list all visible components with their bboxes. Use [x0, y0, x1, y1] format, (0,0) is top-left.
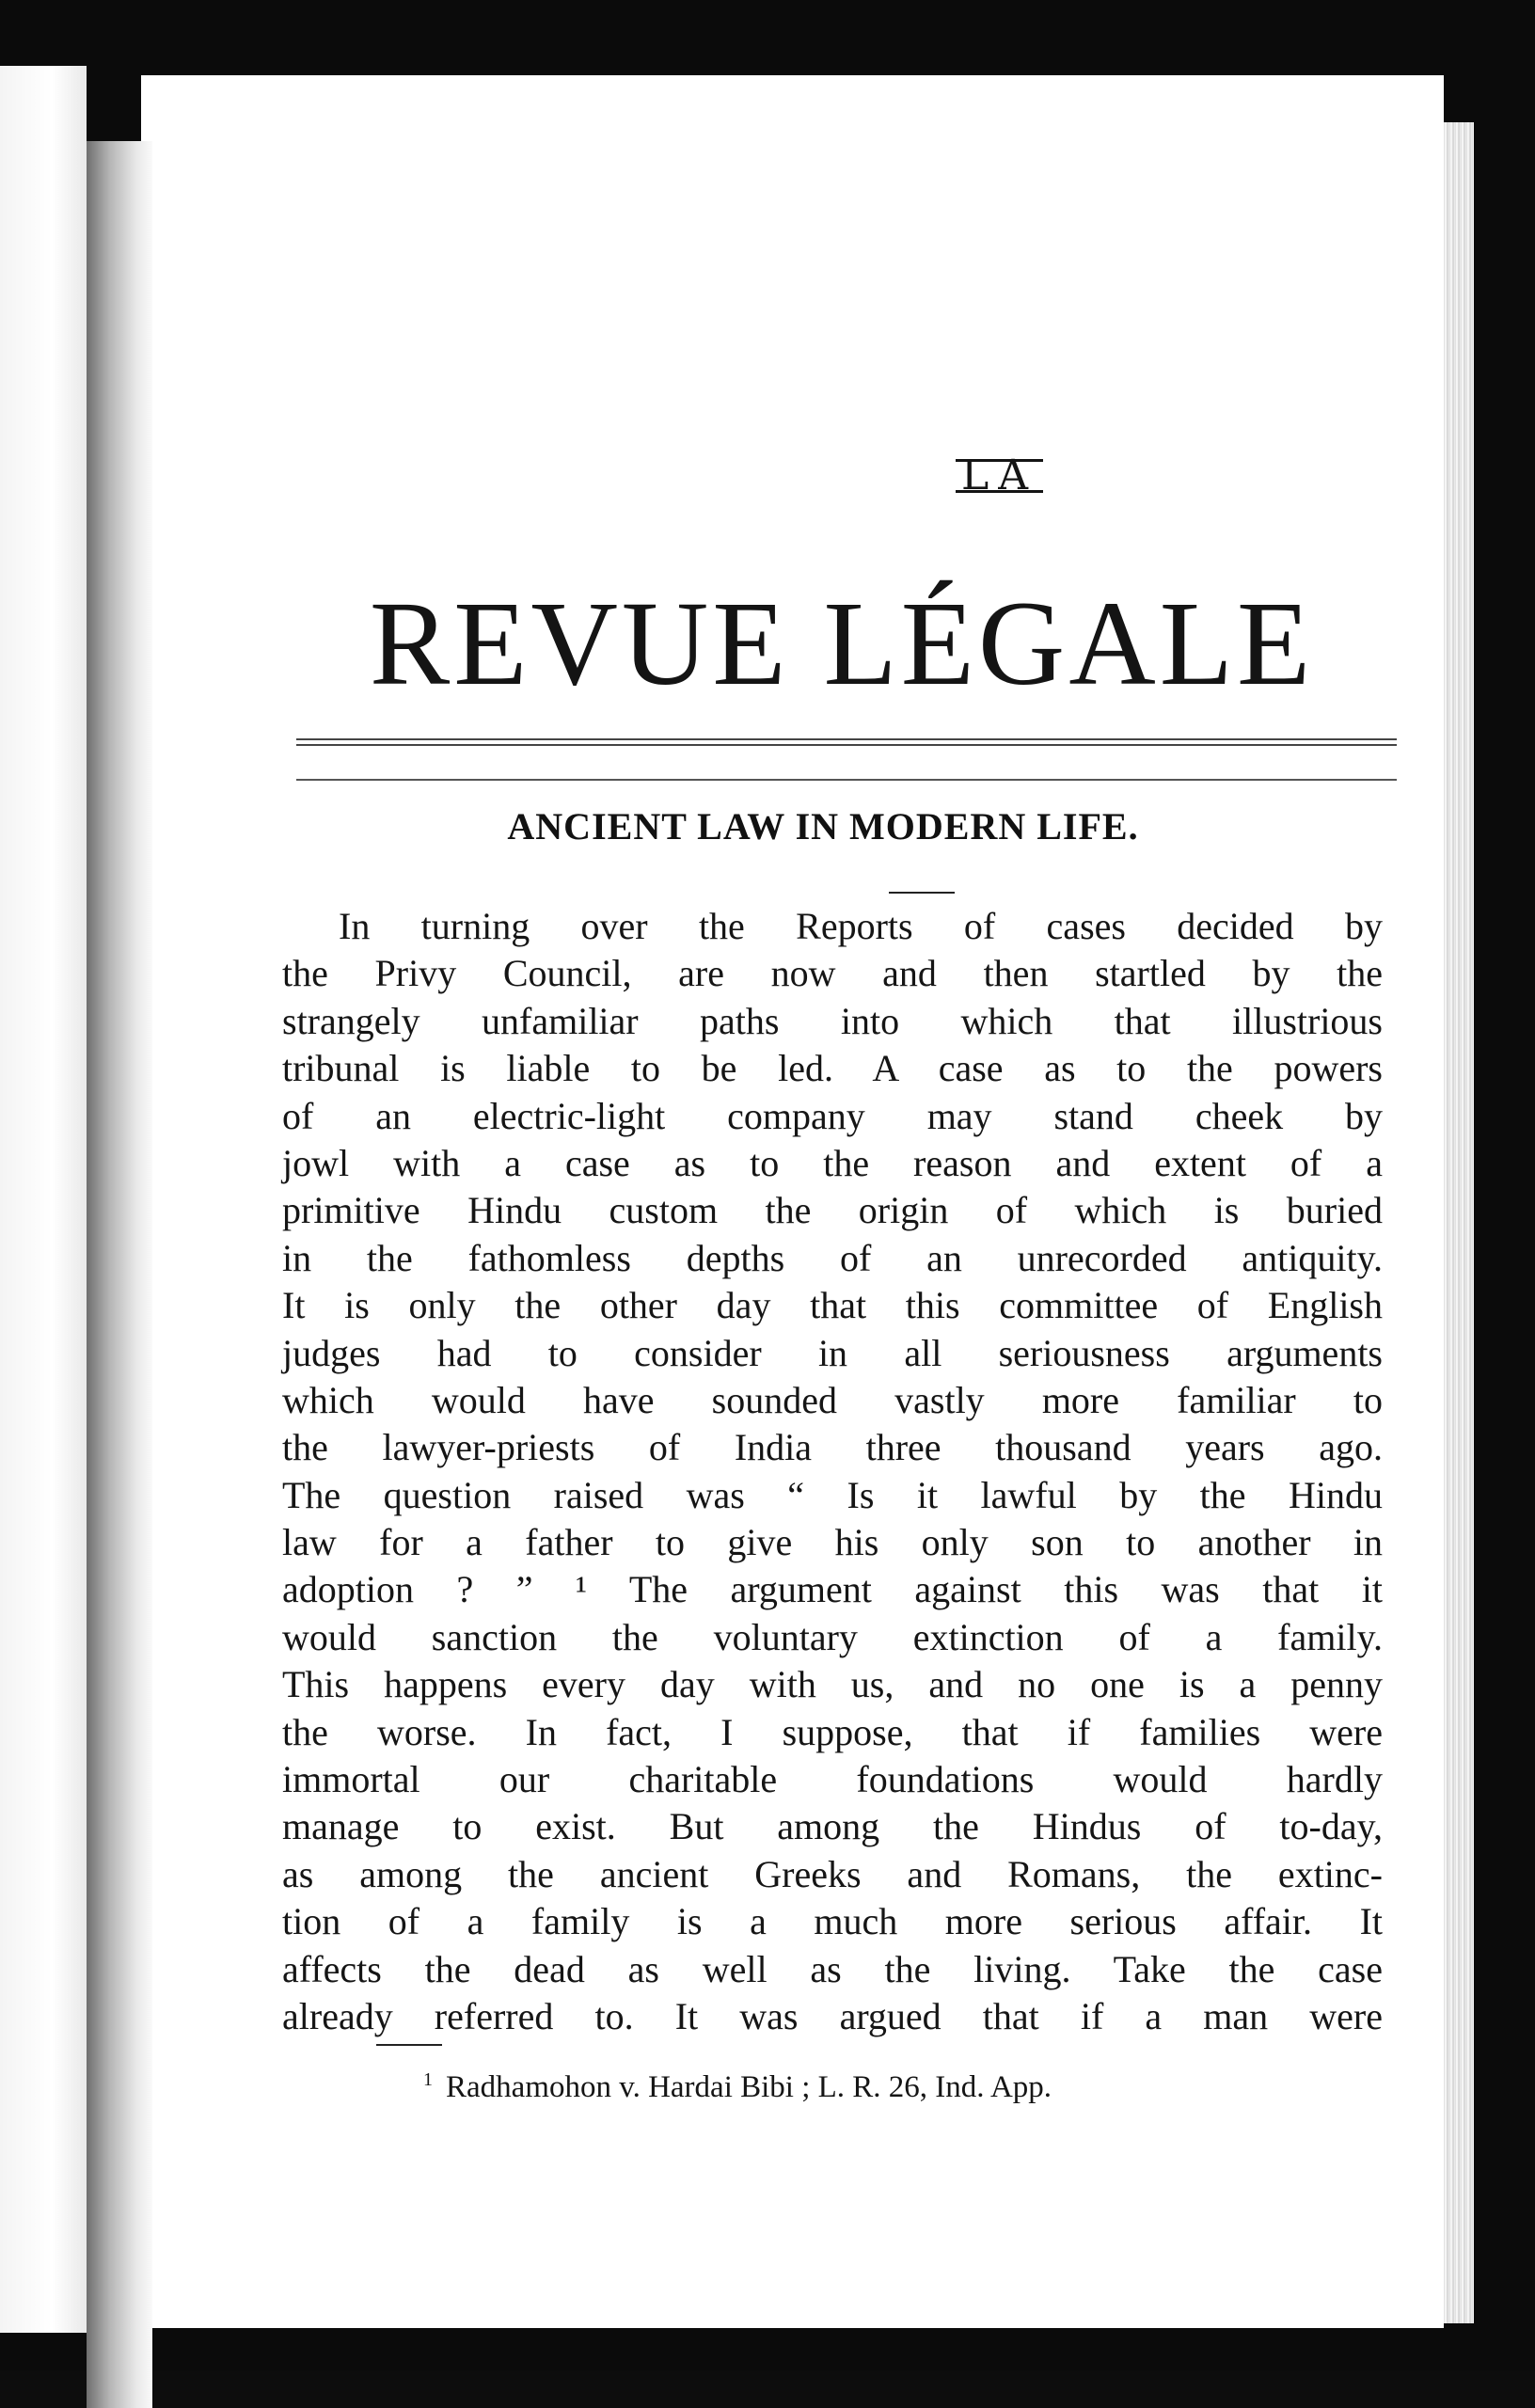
body-line: In turning over the Reports of cases decided by [339, 905, 1383, 947]
body-line: judges had to consider in all seriousness arguments [282, 1331, 1383, 1374]
header-la-text: LA [956, 459, 1043, 493]
body-line: affects the dead as well as the living. Take the case [282, 1947, 1383, 1990]
body-line: jowl with a case as to the reason and extent of a [282, 1141, 1383, 1184]
body-line: would sanction the voluntary extinction of a family. [282, 1615, 1383, 1658]
masthead: REVUE LÉGALE [369, 577, 1315, 710]
body-line: primitive Hindu custom the origin of which is buried [282, 1189, 1383, 1232]
body-line: law for a father to give his only son to another in [282, 1521, 1383, 1564]
body-line: of an electric-light company may stand cheek by [282, 1094, 1383, 1137]
body-line: The question raised was “ Is it lawful by the Hindu [282, 1473, 1383, 1516]
body-line: in the fathomless depths of an unrecorded antiquity. [282, 1236, 1383, 1279]
article-body [282, 903, 1383, 2040]
footnote-text: Radhamohon v. Hardai Bibi ; L. R. 26, Ind. App. [446, 2070, 1052, 2104]
body-line: immortal our charitable foundations would hardly [282, 1758, 1383, 1801]
article-title: ANCIENT LAW IN MODERN LIFE. [507, 805, 1139, 848]
title-rule [889, 892, 955, 894]
footnote-marker: 1 [423, 2069, 433, 2090]
body-line: the Privy Council, are now and then startled by the [282, 952, 1383, 995]
masthead-rule-double [296, 738, 1397, 746]
page [141, 75, 1444, 2328]
body-line: tion of a family is a much more serious affair. It [282, 1900, 1383, 1943]
footnote [423, 2069, 1052, 2105]
body-line: adoption ? ” ¹ The argument against this was that it [282, 1568, 1383, 1611]
masthead-rule-thin [296, 779, 1397, 781]
body-line: already referred to. It was argued that if a man were [282, 1994, 1383, 2037]
body-line: which would have sounded vastly more familiar to [282, 1378, 1383, 1421]
body-line: This happens every day with us, and no one is a penny [282, 1663, 1383, 1706]
footnote-rule [376, 2044, 442, 2046]
page-edge-stack [1444, 122, 1474, 2323]
body-line: the worse. In fact, I suppose, that if families were [282, 1710, 1383, 1753]
body-line: strangely unfamiliar paths into which that illustrious [282, 999, 1383, 1042]
body-line: manage to exist. But among the Hindus of to-day, [282, 1805, 1383, 1848]
body-line: tribunal is liable to be led. A case as to the powers [282, 1047, 1383, 1090]
header-la [141, 452, 1444, 499]
previous-page-edge [0, 66, 87, 2333]
body-line: the lawyer-priests of India three thousand years ago. [282, 1426, 1383, 1469]
body-line: It is only the other day that this committee of English [282, 1284, 1383, 1327]
body-line: as among the ancient Greeks and Romans, the extinc- [282, 1852, 1383, 1895]
